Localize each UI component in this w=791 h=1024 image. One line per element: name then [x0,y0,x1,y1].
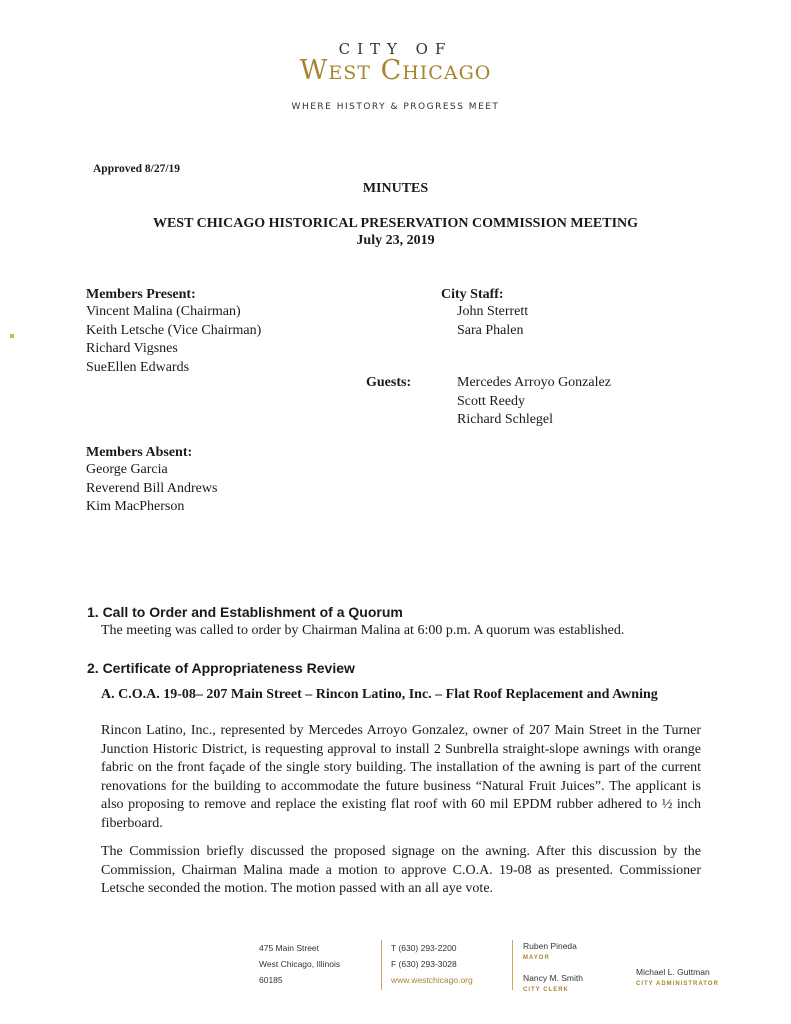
approved-stamp: Approved 8/27/19 [93,163,181,175]
section-1-heading: 1. Call to Order and Establishment of a Quorum [87,604,403,620]
footer-contact [391,940,473,988]
guests-heading: Guests: [366,375,412,390]
footer-administrator [636,966,719,990]
letterhead-tagline: WHERE HISTORY & PROGRESS MEET [291,102,500,112]
list-item: Richard Vigsnes [86,341,178,356]
letterhead-city-of: CITY OF [338,40,453,58]
list-item: Reverend Bill Andrews [86,480,218,496]
meeting-title: WEST CHICAGO HISTORICAL PRESERVATION COMMISSION MEETING [152,216,639,231]
list-item: Mercedes Arroyo Gonzalez [457,375,611,390]
footer-officials [523,940,583,996]
list-item: Kim MacPherson [86,499,185,514]
list-item: Richard Schlegel [457,412,554,427]
clerk-role: CITY CLERK [523,987,569,993]
section-2-heading: 2. Certificate of Appropriateness Review [87,660,355,676]
footer-divider [381,940,382,990]
members-absent-list [86,461,217,517]
list-item: Scott Reedy [457,393,526,409]
mayor-role: MAYOR [523,955,550,961]
members-absent-heading: Members Absent: [86,445,193,460]
phone-number: T (630) 293-2200 [391,943,457,953]
list-item: SueEllen Edwards [86,359,190,375]
list-item: Keith Letsche (Vice Chairman) [86,322,262,338]
administrator-name: Michael L. Guttman [636,967,710,977]
members-present-list [86,303,261,377]
list-item: George Garcia [86,462,168,477]
city-staff-block [441,287,528,340]
administrator-role: CITY ADMINISTRATOR [636,981,719,987]
coa-paragraph-2: The Commission briefly discussed the proposed signage on the awning. After this discussion by the Commission, Chairman Malina made a motion to approve C.O.A. 19-08 as presented. Commissioner Letsche seconded the motion. The motion passed with an all aye vote. [101,844,701,897]
footer-address [259,940,340,988]
city-staff-heading: City Staff: [441,287,504,302]
address-line: 475 Main Street [259,943,320,953]
address-line: 60185 [259,975,283,985]
meeting-date: July 23, 2019 [356,233,435,248]
list-item: Vincent Malina (Chairman) [86,304,241,319]
letterhead-city-name [0,55,791,86]
website-link[interactable]: www.westchicago.org [391,975,473,985]
members-present-heading: Members Present: [86,287,196,302]
mayor-name: Ruben Pineda [523,941,577,951]
list-item: Sara Phalen [457,322,524,338]
city-name-second: Chicago [380,55,492,86]
punch-mark [10,334,14,338]
coa-paragraph-1: Rincon Latino, Inc., represented by Mercedes Arroyo Gonzalez, owner of 207 Main Street in the Turner Junction Historic District, is requesting approval to install 2 Sunbrella straight-slope awnings with orange fabric on the front façade of the single story building. The installation of the awning is part of the current renovations for the building to accommodate the future business “Natural Fruit Juices”. The applicant is also proposing to remove and replace the existing flat roof with 60 mil EPDM rubber adhered to ½ inch fiberboard. [101,723,701,831]
fax-number: F (630) 293-3028 [391,959,457,969]
members-present-block [86,287,261,377]
list-item: John Sterrett [457,304,529,319]
clerk-name: Nancy M. Smith [523,973,583,983]
guests-list [457,374,611,430]
address-line: West Chicago, Illinois [259,959,341,969]
city-name-first: West [299,55,371,86]
coa-subheading: A. C.O.A. 19-08– 207 Main Street – Rincon Latino, Inc. – Flat Roof Replacement and Awning [101,687,658,702]
section-1-text: The meeting was called to order by Chairman Malina at 6:00 p.m. A quorum was established. [101,623,625,638]
footer-divider [512,940,513,990]
city-staff-list [441,303,528,340]
minutes-title: MINUTES [362,181,429,196]
members-absent-block [86,445,217,517]
